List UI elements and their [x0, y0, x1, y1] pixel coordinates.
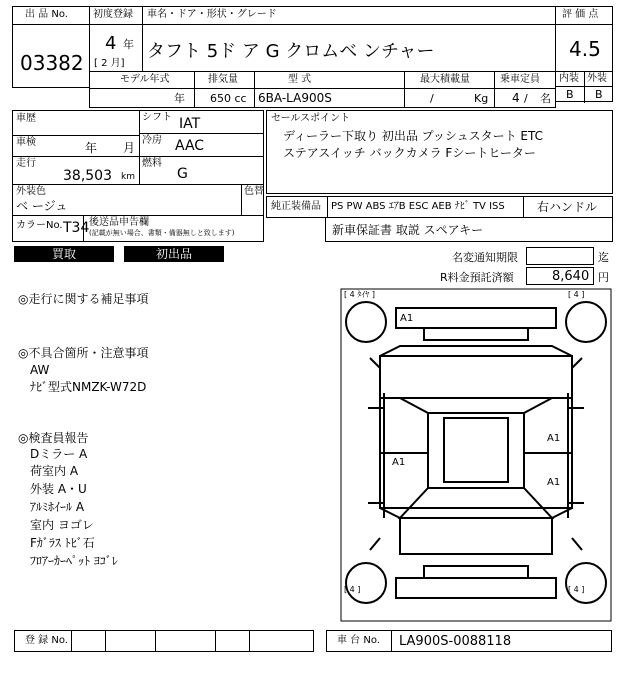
mileage: 38,503 [63, 168, 112, 184]
sales-point-box [266, 110, 613, 194]
name-change-deadline-box [526, 247, 594, 265]
report-item-1: Dミラー A [30, 447, 88, 461]
sales-point-line-2: ステアスイッチ バックカメラ Fシートヒーター [283, 146, 536, 160]
equipment-row [266, 196, 613, 218]
capacity-slash: / [524, 92, 528, 105]
history-label: 車歴 [16, 113, 36, 124]
first-registration-year-unit: 年 [123, 38, 134, 51]
warranty-documents: 新車保証書 取説 スペアキー [332, 223, 484, 237]
aftermarket-label: 後送品申告欄 [89, 217, 149, 228]
model-year-label: モデル年式 [120, 74, 170, 85]
max-load-unit: Kg [474, 92, 489, 105]
registration-number-row [14, 630, 314, 652]
displacement-label: 排気量 [208, 74, 238, 85]
recycle-fee-amount: 8,640 [552, 269, 590, 284]
tire-depth-rear-left: [ 4 ] [344, 585, 361, 594]
shift-label: シフト [142, 112, 172, 123]
damage-mark-right-lower: A1 [547, 477, 561, 488]
car-damage-diagram [340, 288, 612, 622]
aftermarket-note: (記載が無い場合、書類・備器無しと致します) [89, 229, 235, 237]
report-item-5: 室内 ヨゴレ [30, 518, 94, 532]
interior-grade: B [566, 88, 574, 101]
color-number-label: カラーNo. [16, 220, 63, 231]
damage-mark-left-side: A1 [392, 457, 406, 468]
name-change-deadline-unit: 迄 [598, 251, 609, 264]
car-name-label: 車名・ドア・形状・グレード [147, 9, 277, 20]
capacity: 4 [512, 91, 520, 105]
equipment: PS PW ABS ｴｱB ESC AEB ﾅﾋﾞ TV ISS [331, 201, 505, 212]
inspector-report-title: ◎検査員報告 [18, 431, 89, 445]
score-value: 4.5 [569, 37, 601, 61]
exterior-color-label: 外装色 [16, 186, 46, 197]
buyout-tag: 買取 [14, 246, 114, 262]
damage-mark-right-upper: A1 [547, 433, 561, 444]
tire-depth-front-left: [ 4 ﾀｲﾔ ] [344, 290, 375, 299]
registration-number-label: 登 録 No. [25, 635, 68, 646]
color-number: T34 [63, 220, 90, 236]
lot-number: 03382 [20, 51, 84, 75]
tire-depth-front-right: [ 4 ] [568, 290, 585, 299]
defect-item-2: ﾅﾋﾞ型式NMZK-W72D [30, 380, 147, 394]
first-registration-box [89, 6, 143, 72]
lot-number-box [12, 6, 90, 88]
shift: IAT [179, 116, 201, 132]
first-registration-label: 初度登録 [93, 9, 133, 20]
max-load-slash: / [430, 92, 434, 105]
tire-depth-rear-right: [ 4 ] [568, 585, 585, 594]
fuel: G [177, 166, 188, 182]
model-code-label: 型 式 [288, 74, 312, 85]
model-year-unit: 年 [174, 92, 185, 105]
warranty-row [325, 217, 613, 242]
inspection-year: 年 [85, 141, 98, 155]
car-name-box [142, 6, 556, 72]
chassis-number-row [326, 630, 612, 652]
mileage-label: 走行 [16, 158, 36, 169]
model-code: 6BA-LA900S [258, 91, 332, 105]
car-name: タフト 5ド ア G クロムベ ンチャー [147, 41, 435, 62]
report-item-7: ﾌﾛｱｰｶｰﾍﾟｯﾄ ﾖｺﾞﾚ [30, 554, 118, 568]
inspection-month: 月 [123, 141, 136, 155]
spec-row [89, 71, 556, 108]
exterior-grade-label: 外装 [587, 73, 607, 84]
report-item-2: 荷室内 A [30, 464, 79, 478]
interior-grade-label: 内装 [559, 73, 579, 84]
capacity-unit: 名 [540, 92, 551, 105]
capacity-label: 乗車定員 [500, 74, 540, 85]
exterior-color: ベ ージュ [16, 199, 68, 213]
equipment-label: 純正装備品 [271, 201, 321, 212]
vehicle-info-block [12, 110, 264, 242]
car-outline-drawing [340, 288, 612, 622]
ac-label: 冷房 [142, 135, 162, 146]
recycle-fee-unit: 円 [598, 271, 609, 284]
report-item-3: 外装 A・U [30, 482, 87, 496]
exterior-grade: B [595, 88, 603, 101]
report-item-6: Fｶﾞﾗｽ ﾄﾋﾞ石 [30, 536, 95, 550]
fuel-label: 燃料 [142, 158, 162, 169]
damage-mark-front-bumper: A1 [400, 313, 414, 324]
first-listing-tag: 初出品 [124, 246, 224, 262]
recycle-fee-label: R料金預託済額 [440, 271, 514, 284]
first-registration-year: 4 [105, 33, 117, 54]
score-label: 評 価 点 [562, 9, 599, 20]
defect-item-1: AW [30, 363, 50, 377]
max-load-label: 最大積載量 [420, 74, 470, 85]
name-change-deadline-label: 名変通知期限 [452, 251, 518, 264]
sales-point-line-1: ディーラー下取り 初出品 プッシュスタート ETC [283, 129, 543, 143]
mileage-unit: km [121, 172, 135, 182]
first-registration-month: [ 2 月] [94, 58, 125, 69]
chassis-number-label: 車 台 No. [337, 635, 380, 646]
report-item-4: ｱﾙﾐﾎｲｰﾙ A [30, 500, 85, 514]
driving-notes-title: ◎走行に関する補足事項 [18, 292, 149, 306]
defects-title: ◎不具合箇所・注意事項 [18, 346, 149, 360]
steering-side: 右ハンドル [537, 200, 598, 214]
chassis-number: LA900S-0088118 [399, 634, 512, 649]
ac: AAC [175, 138, 205, 154]
score-box [555, 6, 613, 102]
displacement: 650 cc [210, 92, 247, 105]
repaint-label: 色替 [244, 186, 264, 197]
sales-point-label: セールスポイント [271, 113, 351, 124]
inspection-label: 車検 [16, 137, 36, 148]
lot-number-label: 出 品 No. [25, 9, 68, 20]
